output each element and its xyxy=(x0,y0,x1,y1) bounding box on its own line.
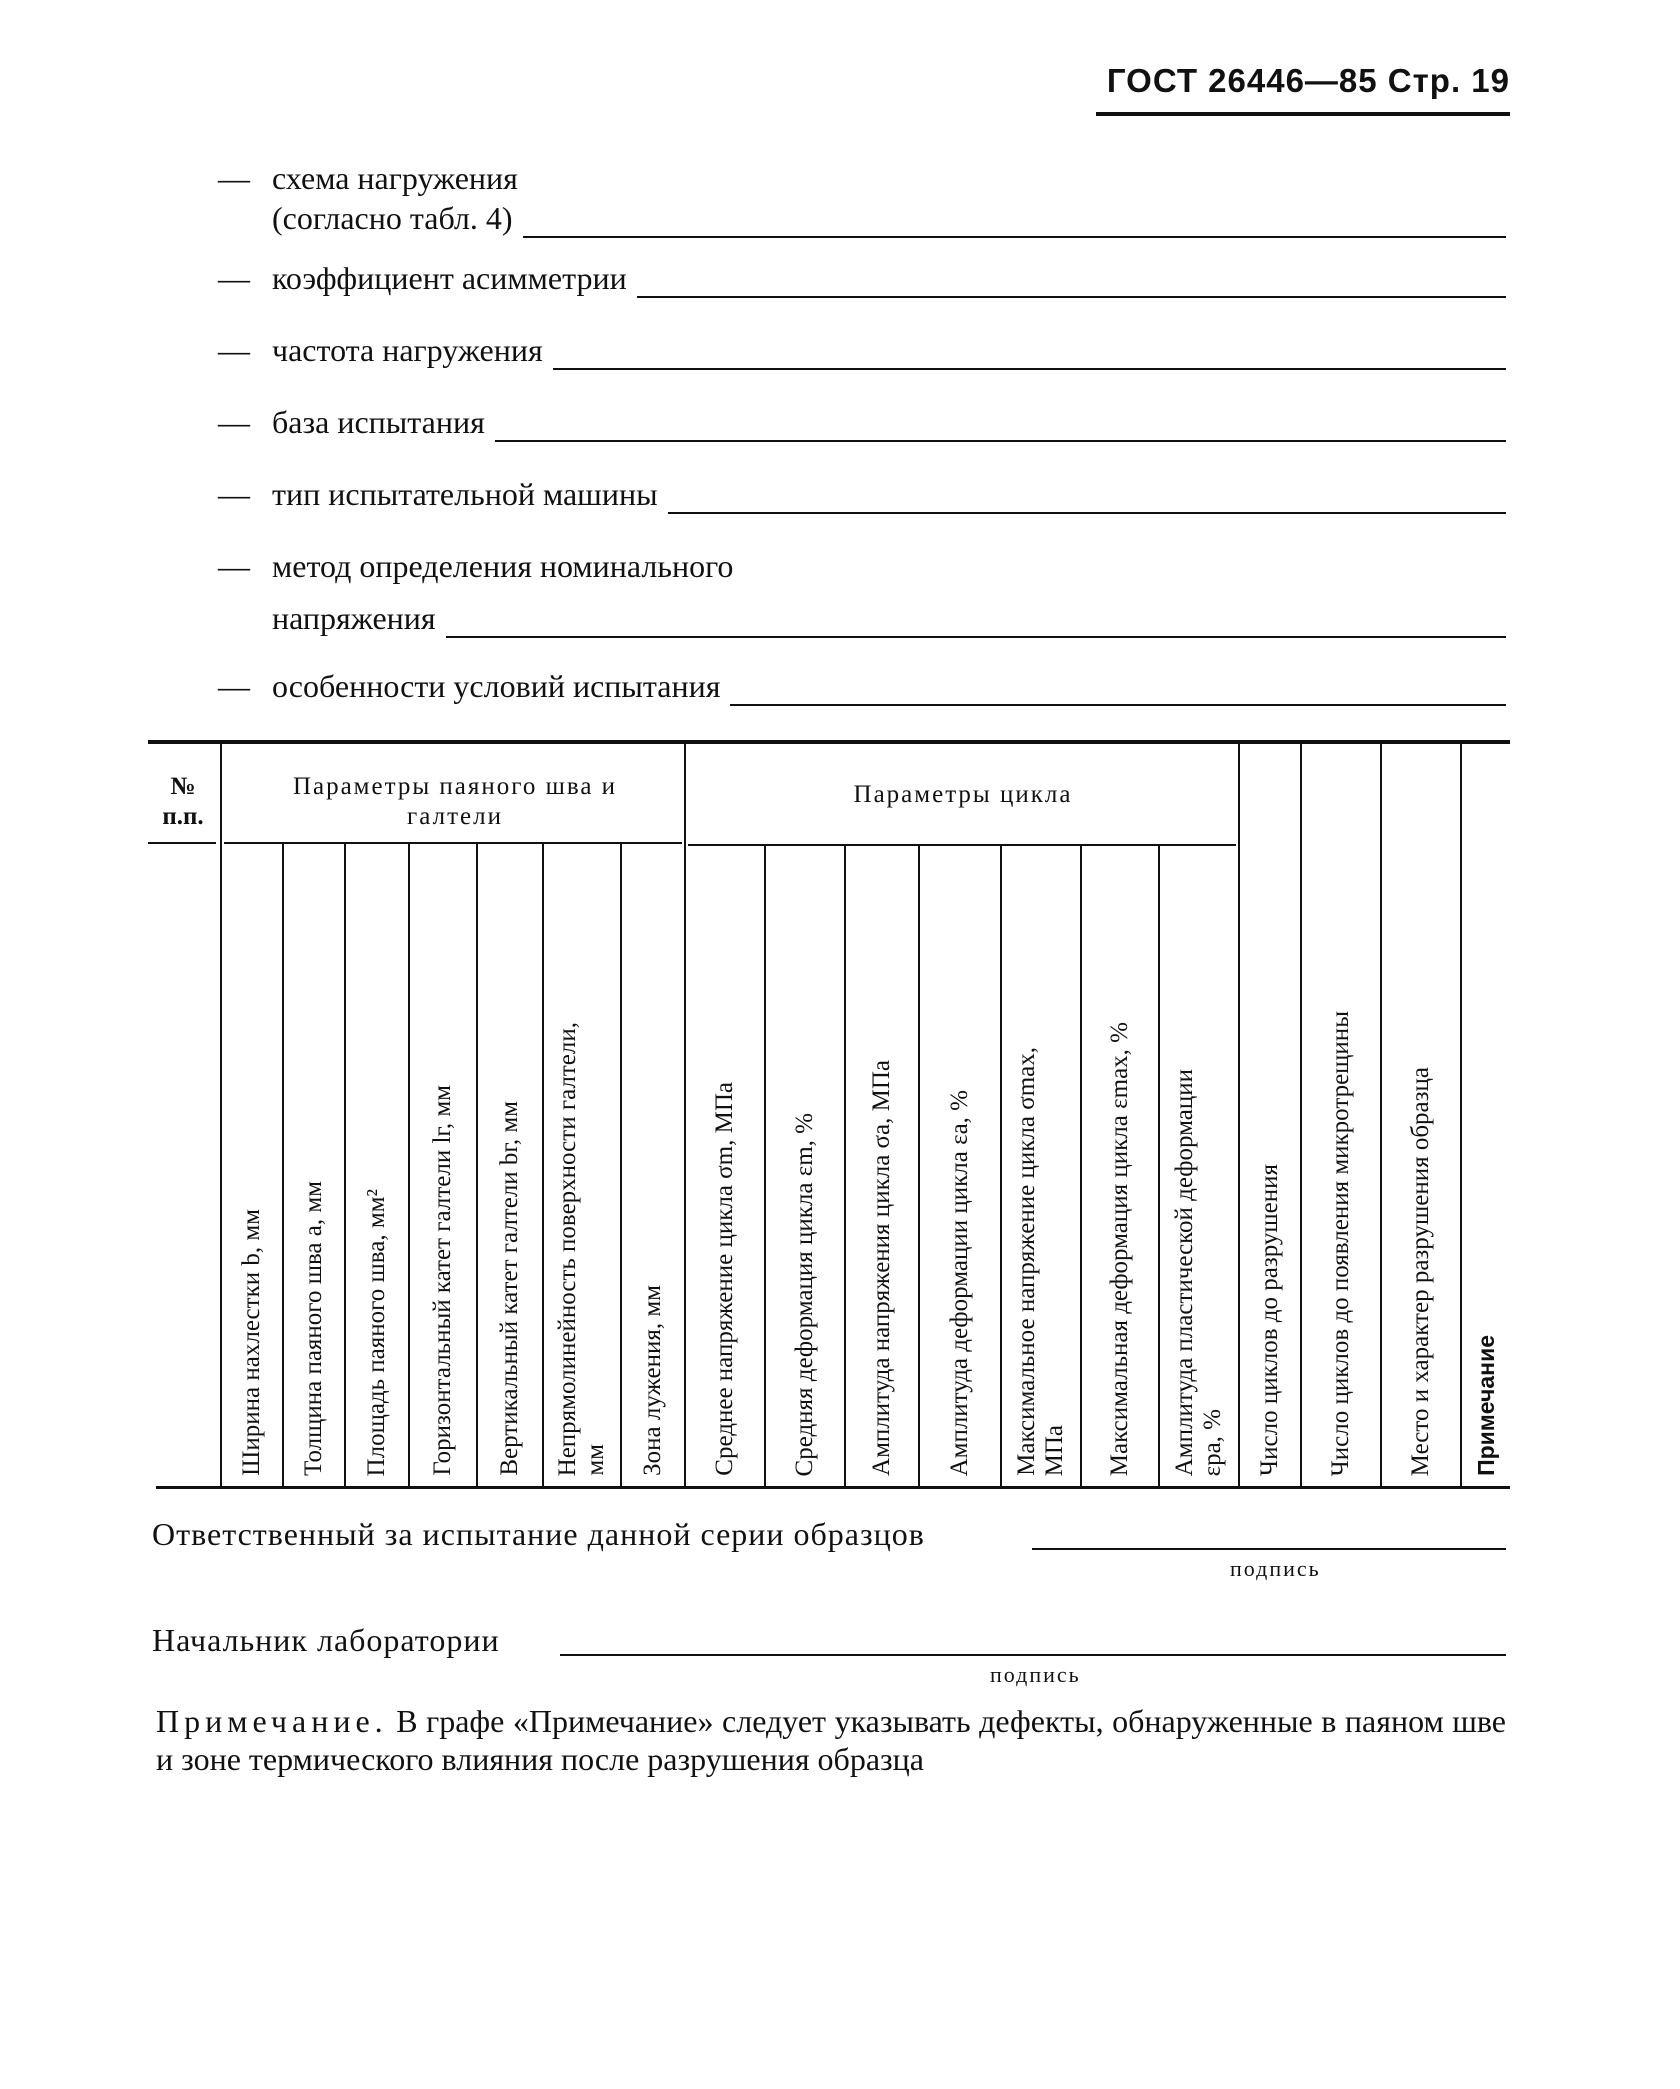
col-label: Число циклов до появления микротрещины xyxy=(1327,1010,1354,1476)
col-mean-stress xyxy=(686,850,764,1476)
field-dash: — xyxy=(218,160,250,196)
fill-line xyxy=(495,410,1506,442)
field-label: схема нагружения xyxy=(272,160,518,196)
col-label-unit: МПа xyxy=(1041,1424,1068,1476)
col-label: Максимальная деформация цикла εmax, % xyxy=(1106,1021,1133,1476)
fill-line xyxy=(637,266,1506,298)
col-label: Амплитуда деформации цикла εa, % xyxy=(946,1089,973,1476)
col-label: Среднее напряжение цикла σm, МПа xyxy=(711,1082,738,1476)
col-tinning-zone xyxy=(622,850,684,1476)
col-label: Непрямолинейность поверхности галтели, xyxy=(554,1021,581,1476)
field-dash: — xyxy=(218,668,250,704)
lab-head-label: Начальник лаборатории xyxy=(152,1622,500,1658)
field-dash: — xyxy=(218,404,250,440)
col-label: Амплитуда напряжения цикла σa, МПа xyxy=(868,1060,895,1476)
table-top-rule xyxy=(148,740,1510,744)
col-seam-thickness xyxy=(284,850,344,1476)
fill-line xyxy=(553,338,1506,370)
field-test-base xyxy=(218,402,1506,442)
col-cycles-to-crack xyxy=(1302,760,1380,1476)
field-label: частота нагружения xyxy=(272,332,543,368)
col-stress-amplitude xyxy=(846,850,918,1476)
col-vertical-leg xyxy=(478,850,542,1476)
col-label: Амплитуда пластической деформации xyxy=(1171,1068,1198,1476)
responsible-signature-line xyxy=(1032,1548,1506,1550)
footnote xyxy=(156,1702,1506,1778)
responsible-signature-caption: подпись xyxy=(1230,1556,1321,1581)
field-asymmetry xyxy=(218,258,1506,298)
col-label: Максимальное напряжение цикла σmax, xyxy=(1013,1047,1040,1476)
col-seam-area xyxy=(346,850,408,1476)
col-label: Толщина паяного шва a, мм xyxy=(300,1181,327,1476)
field-label: коэффициент асимметрии xyxy=(272,260,627,296)
field-machine-type xyxy=(218,474,1506,514)
col-label: Вертикальный катет галтели bг, мм xyxy=(496,1101,523,1476)
field-test-conditions xyxy=(218,666,1506,706)
lab-head-signature-caption: подпись xyxy=(990,1662,1081,1687)
col-failure-location xyxy=(1382,760,1460,1476)
group1-rule xyxy=(224,842,682,844)
field-dash: — xyxy=(218,260,250,296)
col-label: Число циклов до разрушения xyxy=(1256,1163,1283,1476)
fill-line xyxy=(730,674,1506,706)
col-mean-strain xyxy=(766,850,844,1476)
field-label-cont: напряжения xyxy=(272,600,436,636)
group2-rule xyxy=(688,844,1236,846)
field-label: особенности условий испытания xyxy=(272,668,721,704)
col-label: Площадь паяного шва, мм² xyxy=(363,1188,390,1476)
col-label: Зона лужения, мм xyxy=(639,1285,666,1476)
page-header: ГОСТ 26446—85 Стр. 19 xyxy=(1106,62,1510,99)
field-stress-method xyxy=(218,546,1506,638)
col-label-unit: εpa, % xyxy=(1199,1408,1226,1476)
field-label: тип испытательной машины xyxy=(272,476,658,512)
responsible-label: Ответственный за испытание данной серии образцов xyxy=(152,1516,925,1552)
field-dash: — xyxy=(218,332,250,368)
col-plastic-strain-amplitude xyxy=(1160,850,1238,1476)
fill-line xyxy=(446,606,1506,638)
field-loading-scheme xyxy=(218,158,1506,238)
field-label-cont: (согласно табл. 4) xyxy=(272,200,513,236)
num-header-rule xyxy=(148,842,216,844)
col-max-stress xyxy=(1002,850,1080,1476)
col-horizontal-leg xyxy=(410,850,476,1476)
col-label: Место и характер разрушения образца xyxy=(1407,1066,1434,1476)
fill-line xyxy=(668,482,1506,514)
num-header: № п.п. xyxy=(162,773,204,830)
group1-header: Параметры паяного шва и галтели xyxy=(292,773,618,830)
field-dash: — xyxy=(218,548,250,584)
field-label: база испытания xyxy=(272,404,485,440)
col-lap-width xyxy=(222,850,282,1476)
field-dash: — xyxy=(218,476,250,512)
note-lead: Примечание. xyxy=(156,1703,388,1739)
col-label: Ширина нахлестки b, мм xyxy=(238,1209,265,1476)
col-label: Горизонтальный катет галтели lг, мм xyxy=(429,1085,456,1476)
col-remarks xyxy=(1462,760,1510,1476)
col-label: Средняя деформация цикла εm, % xyxy=(791,1112,818,1476)
col-cycles-to-failure xyxy=(1240,760,1300,1476)
col-nonstraightness xyxy=(544,850,620,1476)
note-body: В графе «Примечание» следует указывать дефекты, обнаруженные в паяном шве и зоне термического влияния после разрушения образца xyxy=(156,1703,1507,1777)
col-label-unit: мм xyxy=(582,1444,609,1476)
field-label: метод определения номинального xyxy=(272,548,734,584)
table-bottom-rule xyxy=(156,1486,1510,1489)
lab-head-signature-line xyxy=(560,1654,1506,1656)
header-rule xyxy=(1096,112,1510,116)
col-label: Примечание xyxy=(1473,1335,1499,1476)
fill-line xyxy=(523,206,1506,238)
col-max-strain xyxy=(1082,850,1158,1476)
field-frequency xyxy=(218,330,1506,370)
col-strain-amplitude xyxy=(920,850,1000,1476)
group2-header: Параметры цикла xyxy=(853,781,1073,808)
